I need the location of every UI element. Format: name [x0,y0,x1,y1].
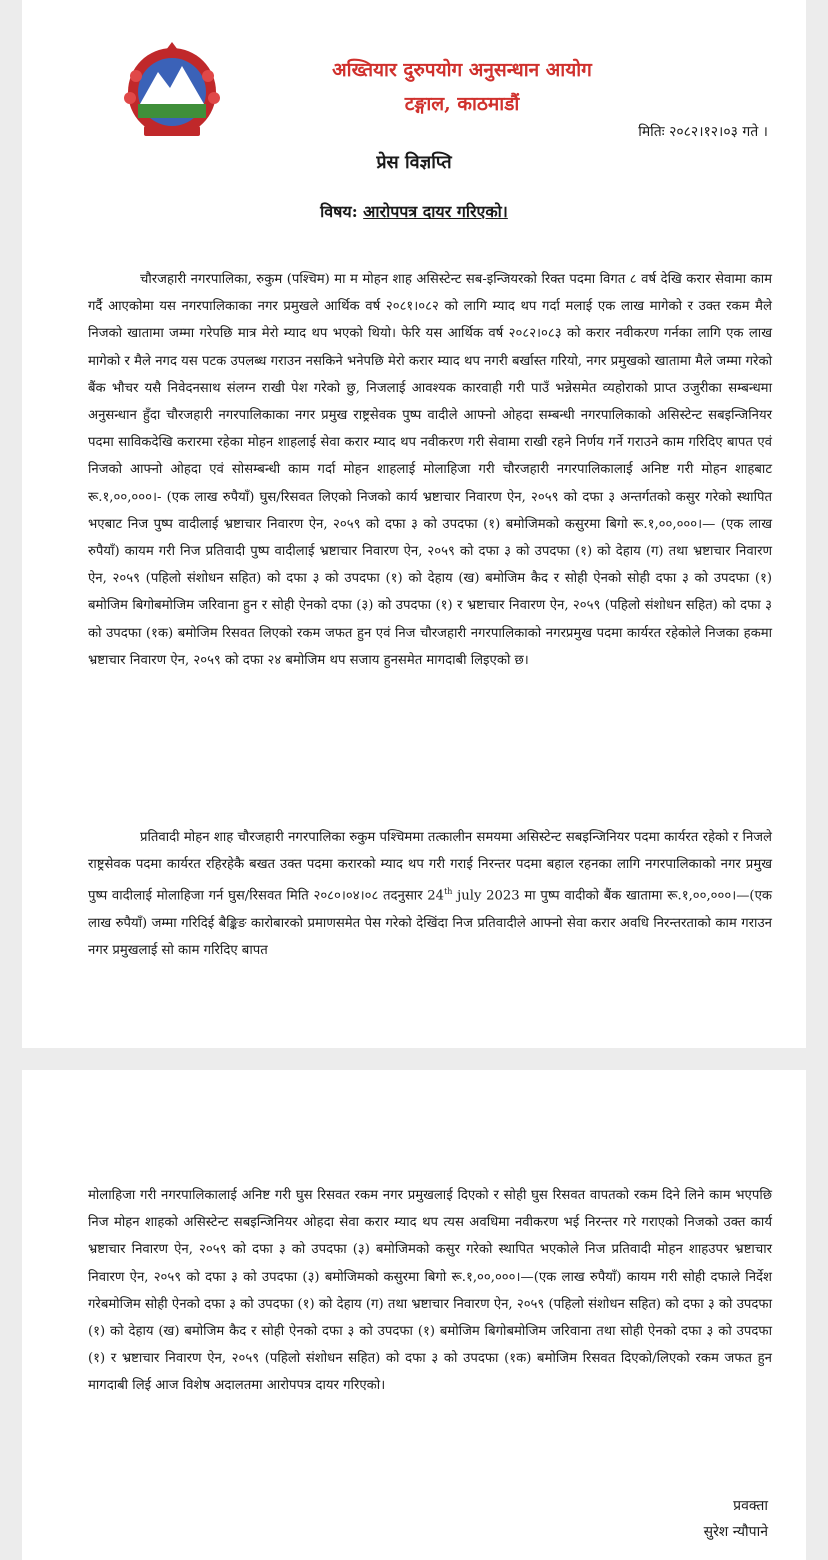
signature-name: सुरेश न्यौपाने [703,1524,768,1540]
subject-line [22,200,806,222]
document-page-2 [22,1070,806,1560]
paragraph-2 [88,824,772,964]
paragraph-2-part-2: july 2023 मा पुष्प वादीको बैंक खातामा रू.१,००,०००।—(एक लाख रुपैयाँ) जम्मा गरिदिई बैङ्किङ कारोबारको प्रमाणसमेत पेस गरेको देखिंदा निज प्रतिवादीले आफ्नो सेवा करार अवधि निरन्तरताको काम गराउन नगर प्रमुखलाई सो काम गरिदिए बापत [88,888,772,959]
paragraph-2-part-1: प्रतिवादी मोहन शाह चौरजहारी नगरपालिका रुकुम पश्चिममा तत्कालीन समयमा असिस्टेन्ट सबइन्जिनियर पदमा कार्यरत रहेको र निजले राष्ट्रसेवक पदमा कार्यरत रहिरहेकै बखत उक्त पदमा करारको म्याद थप गरी गराई निरन्तर पदमा बहाल रहनका लागि नगरपालिकाको नगर प्रमुख पुष्प वादीलाई मोलाहिजा गर्न घुस/रिसवत मिति २०८०।०४।०८ तदनुसार 24 [88,830,772,904]
org-location: टङ्गाल, काठमाडौं [404,93,520,115]
subject-text: आरोपपत्र दायर गरिएको। [363,202,508,221]
signature-role: प्रवक्ता [733,1498,768,1514]
paragraph-3: मोलाहिजा गरी नगरपालिकालाई अनिष्ट गरी घुस रिसवत रकम नगर प्रमुखलाई दिएको र सोही घुस रिसवत वापतको रकम दिने लिने काम भएपछि निज मोहन शाहको असिस्टेन्ट सबइन्जिनियर ओहदा सेवा करार म्याद थप त्यस अवधिमा नवीकरण भई निरन्तर गरे गराएको निजको उक्त कार्य भ्रष्टाचार निवारण ऐन, २०५९ को दफा ३ को उपदफा (३) बमोजिमको कसुर गरेको स्थापित भएकोले निज प्रतिवादी मोहन शाहउपर भ्रष्टाचार निवारण ऐन, २०५९ को दफा ३ को उपदफा (३) बमोजिमको कसुरमा बिगो रू.१,००,०००।—(एक लाख रुपैयाँ) कायम गरी सोही दफाले निर्देश गरेबमोजिम सोही ऐनको दफा ३ को उपदफा (१) को देहाय (ग) तथा भ्रष्टाचार निवारण ऐन, २०५९ (पहिलो संशोधन सहित) को दफा ३ को उपदफा (१) को देहाय (ख) बमोजिम कैद र सोही ऐनको दफा ३ को उपदफा (१) बमोजिम बिगोबमोजिम जरिवाना तथा सोही ऐनको दफा ३ को उपदफा (१) र भ्रष्टाचार निवारण ऐन, २०५९ (पहिलो संशोधन सहित) को दफा ३ को उपदफा (१क) बमोजिम रिसवत दिएको/लिएको रकम जफत हुन मागदाबी लिई आज विशेष अदालतमा आरोपपत्र दायर गरिएको। [88,1188,772,1394]
document-date: मितिः २०८२।१२।०३ गते । [638,124,768,140]
ordinal-suffix: th [444,887,453,897]
subject-label: विषय: [320,202,364,221]
press-release-title: प्रेस विज्ञप्ति [376,152,452,173]
org-name: अख्तियार दुरुपयोग अनुसन्धान आयोग [332,59,592,81]
document-page-1 [22,0,806,1048]
paragraph-1: चौरजहारी नगरपालिका, रुकुम (पश्चिम) मा म मोहन शाह असिस्टेन्ट सब-इन्जियरको रिक्त पदमा विगत ८ वर्ष देखि करार सेवामा काम गर्दै आएकोमा यस नगरपालिकाका नगर प्रमुखले आर्थिक वर्ष २०८१।०८२ को लागि म्याद थप गर्दा मलाई एक लाख मागेको र उक्त रकम मैले निजको खातामा जम्मा गरेपछि मात्र मेरो म्याद थप भएको थियो। फेरि यस आर्थिक वर्ष २०८२।०८३ को करार नवीकरण गर्नका लागि एक लाख मागेको र मैले नगद यस पटक उपलब्ध गराउन नसकिने भनेपछि मेरो करार म्याद थप नगरी बर्खास्त गरियो, नगर प्रमुखको खातामा मैले जम्मा गरेको बैंक भौचर यसै निवेदनसाथ संलग्न राखी पेश गरेको छु, निजलाई आवश्यक कारवाही गरी पाउँ भन्नेसमेत व्यहोराको प्राप्त उजुरीका सम्बन्धमा अनुसन्धान हुँदा चौरजहारी नगरपालिकाका नगर प्रमुख राष्ट्रसेवक पुष्प वादीले आफ्नो ओहदा सम्बन्धी नगरपालिकाको असिस्टेन्ट सबइन्जिनियर पदमा साविकदेखि करारमा रहेका मोहन शाहलाई सेवा करार म्याद थप नवीकरण गरी सेवामा राखी रहने निर्णय गर्ने गराउने काम गरिदिए बापत एवं निजको आफ्नो ओहदा एवं सोसम्बन्धी काम गर्दा मोहन शाहलाई मोलाहिजा गरी चौरजहारी नगरपालिकालाई अनिष्ट गरी मोहन शाहबाट रू.१,००,०००।- (एक लाख रुपैयाँ) घुस/रिसवत लिएको निजको कार्य भ्रष्टाचार निवारण ऐन, २०५९ को दफा ३ अन्तर्गतको कसुर गरेको स्थापित भएबाट निज पुष्प वादीलाई भ्रष्टाचार निवारण ऐन, २०५९ को दफा ३ को उपदफा (१) बमोजिमको कसुरमा बिगो रू.१,००,०००।— (एक लाख रुपैयाँ) कायम गरी निज प्रतिवादी पुष्प वादीलाई भ्रष्टाचार निवारण ऐन, २०५९ को दफा ३ को उपदफा (१) को देहाय (ग) तथा भ्रष्टाचार निवारण ऐन, २०५९ (पहिलो संशोधन सहित) को दफा ३ को उपदफा (१) को देहाय (ख) बमोजिम कैद र सोही ऐनको सोही दफा ३ को उपदफा (१) बमोजिम बिगोबमोजिम जरिवाना हुन र सोही ऐनको दफा (३) को उपदफा (१) र भ्रष्टाचार निवारण ऐन, २०५९ (पहिलो संशोधन सहित) को दफा ३ को उपदफा (१क) बमोजिम रिसवत लिएको रकम जफत हुन एवं निज चौरजहारी नगरपालिकाको नगरप्रमुख पदमा कार्यरत रहेकोले निजका हकमा भ्रष्टाचार निवारण ऐन, २०५९ को दफा २४ बमोजिम थप सजाय हुनसमेत मागदाबी लिइएको छ। [88,272,772,668]
